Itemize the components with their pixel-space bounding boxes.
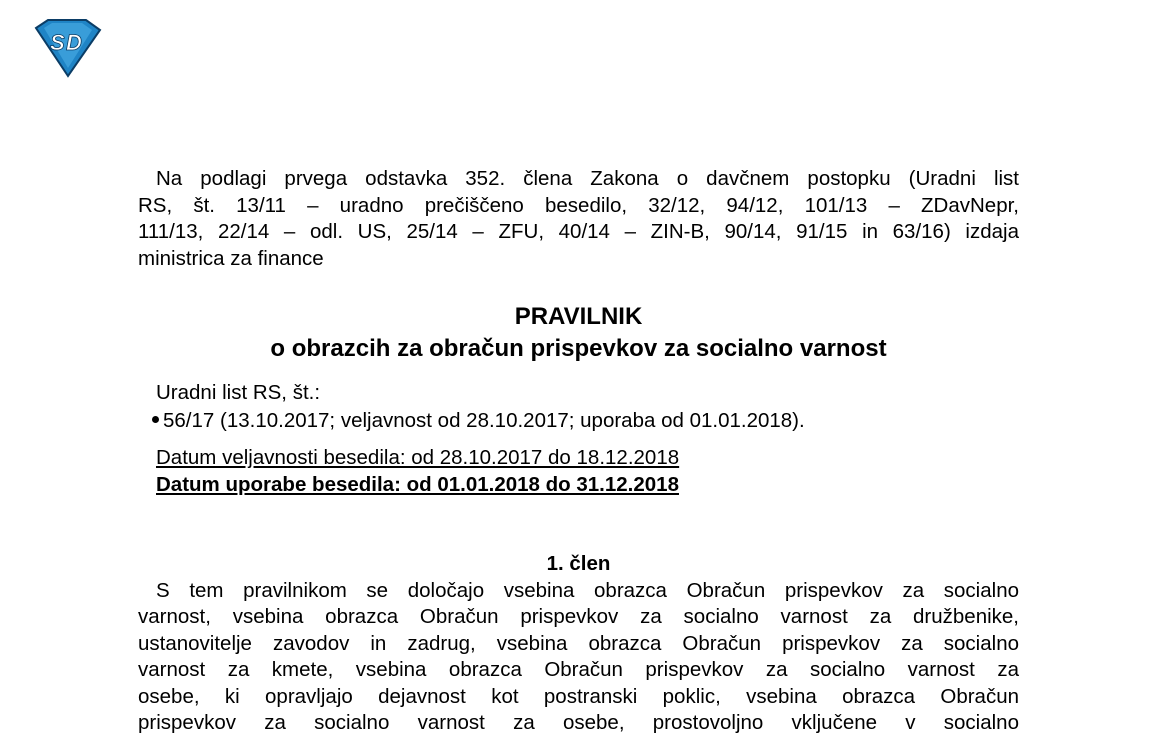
preamble-line: ministrica za finance bbox=[138, 246, 324, 270]
article-line: varnost za kmete, vsebina obrazca Obračun prispevkov za socialno varnost za bbox=[138, 658, 1019, 681]
svg-text:D: D bbox=[66, 30, 82, 55]
svg-text:S: S bbox=[50, 30, 65, 55]
article-line: osebe, ki opravljajo dejavnost kot postranski poklic, vsebina obrazca Obračun bbox=[138, 684, 1019, 708]
validity-date: Datum veljavnosti besedila: od 28.10.2017 do 18.12.2018 bbox=[156, 446, 680, 469]
preamble bbox=[138, 166, 1019, 272]
use-date: Datum uporabe besedila: od 01.01.2018 do 31.12.2018 bbox=[156, 472, 679, 496]
gazette-entry-text: 56/17 (13.10.2017; veljavnost od 28.10.2017; uporaba od 01.01.2018). bbox=[163, 408, 805, 432]
document-body bbox=[138, 166, 1019, 737]
document-title: PRAVILNIK bbox=[514, 303, 643, 330]
article-heading: 1. člen bbox=[546, 552, 611, 575]
article-line: varnost, vsebina obrazca Obračun prispevkov za socialno varnost za družbenike, bbox=[138, 605, 1019, 628]
document-subtitle: o obrazcih za obračun prispevkov za socialno varnost bbox=[270, 335, 887, 362]
preamble-line: 111/13, 22/14 – odl. US, 25/14 – ZFU, 40/14 – ZIN-B, 90/14, 91/15 in 63/16) izdaja bbox=[138, 220, 1019, 243]
preamble-line: RS, št. 13/11 – uradno prečiščeno besedilo, 32/12, 94/12, 101/13 – ZDavNepr, bbox=[138, 193, 1019, 217]
text-dates bbox=[138, 445, 1019, 498]
article-line: prispevkov za socialno varnost za osebe, prostovoljno vključene v socialno bbox=[138, 711, 1019, 734]
article-text bbox=[138, 578, 1019, 737]
sd-logo-icon bbox=[30, 18, 104, 78]
gazette-label: Uradni list RS, št.: bbox=[156, 381, 321, 404]
bullet-icon bbox=[152, 416, 159, 423]
preamble-line: Na podlagi prvega odstavka 352. člena Zakona o davčnem postopku (Uradni list bbox=[156, 167, 1019, 190]
gazette-entry bbox=[138, 408, 1019, 435]
article-line: ustanovitelje zavodov in zadrug, vsebina obrazca Obračun prispevkov za socialno bbox=[138, 631, 1019, 655]
article-line: S tem pravilnikom se določajo vsebina obrazca Obračun prispevkov za socialno bbox=[156, 578, 1019, 602]
